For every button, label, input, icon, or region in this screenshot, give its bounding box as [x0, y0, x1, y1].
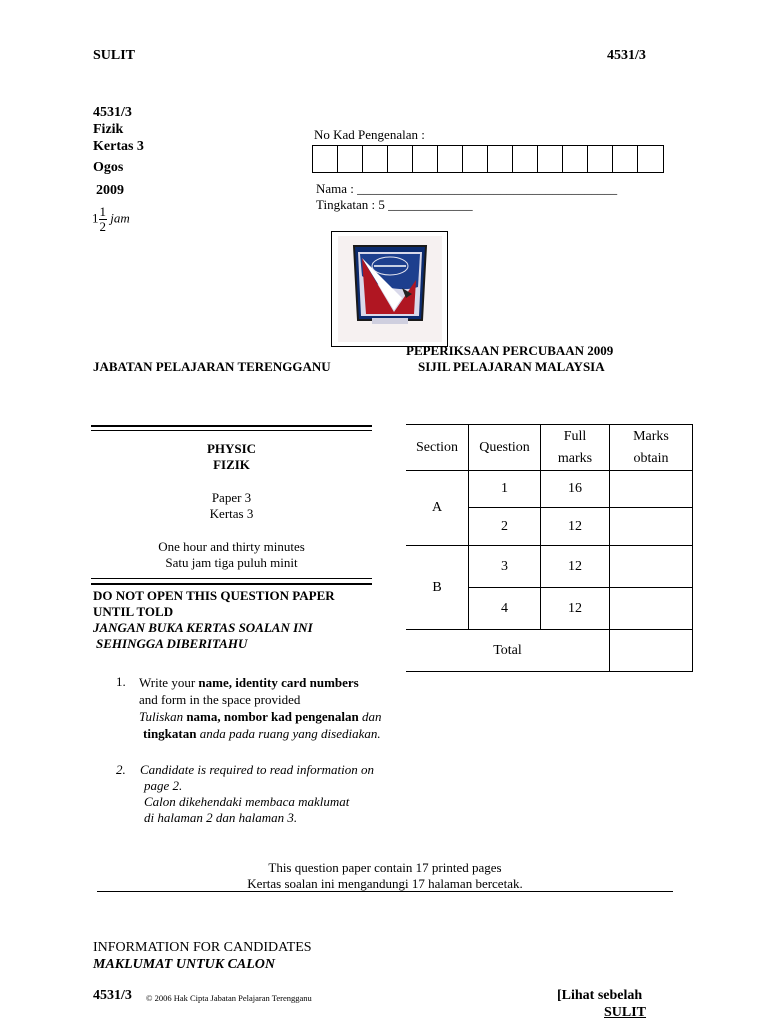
instr1-text-c: and form in the space provided: [139, 692, 301, 707]
pages-note-en: This question paper contain 17 printed pages: [268, 860, 502, 875]
pages-note: [97, 860, 673, 892]
ic-digit-box[interactable]: [413, 146, 438, 172]
header-question: Question: [469, 425, 541, 471]
header-paper-code: 4531/3: [607, 48, 646, 63]
full-marks-2: 12: [541, 508, 610, 546]
duration-numerator: 1: [99, 204, 106, 219]
marks-table: [406, 424, 693, 672]
warning-block: [93, 588, 335, 652]
ic-digit-box[interactable]: [488, 146, 513, 172]
section-a: A: [406, 471, 469, 546]
footer-copyright: © 2006 Hak Cipta Jabatan Pelajaran Terengganu: [146, 993, 312, 1003]
school-crest-icon: [331, 231, 448, 347]
ic-digit-box[interactable]: [313, 146, 338, 172]
ic-digit-box[interactable]: [438, 146, 463, 172]
ic-digit-box[interactable]: [638, 146, 663, 172]
question-3: 3: [469, 546, 541, 588]
instr1-text-g: tingkatan: [143, 726, 197, 741]
ic-digit-box[interactable]: [538, 146, 563, 172]
name-field[interactable]: Nama : ________________________________________: [316, 181, 618, 196]
paper-month: Ogos: [93, 160, 124, 175]
info-heading-ms: MAKLUMAT UNTUK CALON: [93, 957, 276, 972]
divider-bottom-thin: [91, 578, 372, 579]
instr2-text-d: di halaman 2 dan halaman 3.: [144, 810, 298, 825]
table-row: [406, 471, 693, 508]
warning-ms-1: JANGAN BUKA KERTAS SOALAN INI: [93, 620, 313, 635]
paper-label-ms: Kertas 3: [209, 506, 254, 521]
obtained-3[interactable]: [610, 546, 693, 588]
instr2-text-b: page 2.: [144, 778, 183, 793]
paper-code: 4531/3: [93, 105, 132, 120]
header-classification: SULIT: [93, 48, 136, 63]
warning-ms-2: SEHINGGA DIBERITAHU: [96, 636, 248, 651]
info-heading-en: INFORMATION FOR CANDIDATES: [93, 940, 312, 955]
divider-top-thick: [91, 425, 372, 427]
obtained-4[interactable]: [610, 588, 693, 630]
full-marks-1: 16: [541, 471, 610, 508]
total-value[interactable]: [610, 630, 693, 672]
ic-digit-box[interactable]: [363, 146, 388, 172]
header-marks-obtain: Marks obtain: [610, 425, 693, 471]
obtained-2[interactable]: [610, 508, 693, 546]
duration-whole: 1: [92, 210, 99, 226]
divider-bottom-thick: [91, 583, 372, 585]
exam-subtitle: SIJIL PELAJARAN MALAYSIA: [418, 359, 605, 374]
header-section: Section: [406, 425, 469, 471]
paper-year: 2009: [96, 183, 124, 198]
footer-sulit: SULIT: [604, 1005, 647, 1020]
paper-subject: Fizik: [93, 122, 124, 137]
question-4: 4: [469, 588, 541, 630]
ic-digit-box[interactable]: [338, 146, 363, 172]
pages-note-ms: Kertas soalan ini mengandungi 17 halaman bercetak.: [247, 876, 523, 891]
instruction-1-number: 1.: [116, 674, 126, 689]
paper-duration: [92, 205, 130, 234]
instr1-text-b: name, identity card numbers: [198, 675, 359, 690]
time-en: One hour and thirty minutes: [158, 539, 305, 554]
footer-code: 4531/3: [93, 988, 132, 1003]
instr1-text-h: anda pada ruang yang disediakan.: [196, 726, 381, 741]
instr1-text-a: Write your: [139, 675, 199, 690]
header-full-marks: Full marks: [541, 425, 610, 471]
duration-denominator: 2: [99, 219, 106, 234]
warning-en-2: UNTIL TOLD: [93, 604, 174, 619]
instr1-text-e: nama, nombor kad pengenalan: [186, 709, 359, 724]
divider-top-thin: [91, 430, 372, 431]
full-marks-4: 12: [541, 588, 610, 630]
subject-title-en: PHYSIC: [206, 441, 257, 456]
form-field[interactable]: Tingkatan : 5 _____________: [316, 197, 473, 212]
instr1-text-f: dan: [358, 709, 382, 724]
subject-block: [91, 441, 372, 571]
question-2: 2: [469, 508, 541, 546]
ic-label: No Kad Pengenalan :: [314, 127, 425, 142]
section-b: B: [406, 546, 469, 630]
instruction-1: [139, 674, 382, 742]
instr1-text-d: Tuliskan: [139, 709, 187, 724]
paper-info: [93, 104, 144, 199]
instr2-text-a: Candidate is required to read information on: [140, 762, 374, 777]
ic-digit-box[interactable]: [588, 146, 613, 172]
subject-title-ms: FIZIK: [213, 457, 250, 472]
total-label: Total: [406, 630, 610, 672]
ic-digit-box[interactable]: [513, 146, 538, 172]
ic-digit-box[interactable]: [613, 146, 638, 172]
crest-emblem-icon: [332, 232, 447, 346]
exam-title: PEPERIKSAAN PERCUBAAN 2009: [406, 343, 614, 358]
pages-note-divider: [97, 891, 673, 892]
table-row: [406, 546, 693, 588]
marks-table-header: [406, 425, 693, 471]
instr2-text-c: Calon dikehendaki membaca maklumat: [144, 794, 350, 809]
instruction-2-number: 2.: [116, 762, 126, 777]
full-marks-3: 12: [541, 546, 610, 588]
time-ms: Satu jam tiga puluh minit: [165, 555, 298, 570]
ic-digit-box[interactable]: [563, 146, 588, 172]
paper-label-en: Paper 3: [211, 490, 252, 505]
duration-unit: jam: [110, 210, 130, 226]
ic-number-boxes[interactable]: [312, 145, 664, 173]
instruction-2: [140, 762, 374, 826]
ic-digit-box[interactable]: [388, 146, 413, 172]
department-name: JABATAN PELAJARAN TERENGGANU: [93, 359, 331, 374]
warning-en-1: DO NOT OPEN THIS QUESTION PAPER: [93, 588, 335, 603]
table-row-total: [406, 630, 693, 672]
paper-number: Kertas 3: [93, 139, 144, 154]
footer-turn-page: [Lihat sebelah: [557, 988, 643, 1003]
ic-digit-box[interactable]: [463, 146, 488, 172]
obtained-1[interactable]: [610, 471, 693, 508]
question-1: 1: [469, 471, 541, 508]
duration-fraction: [99, 205, 108, 234]
